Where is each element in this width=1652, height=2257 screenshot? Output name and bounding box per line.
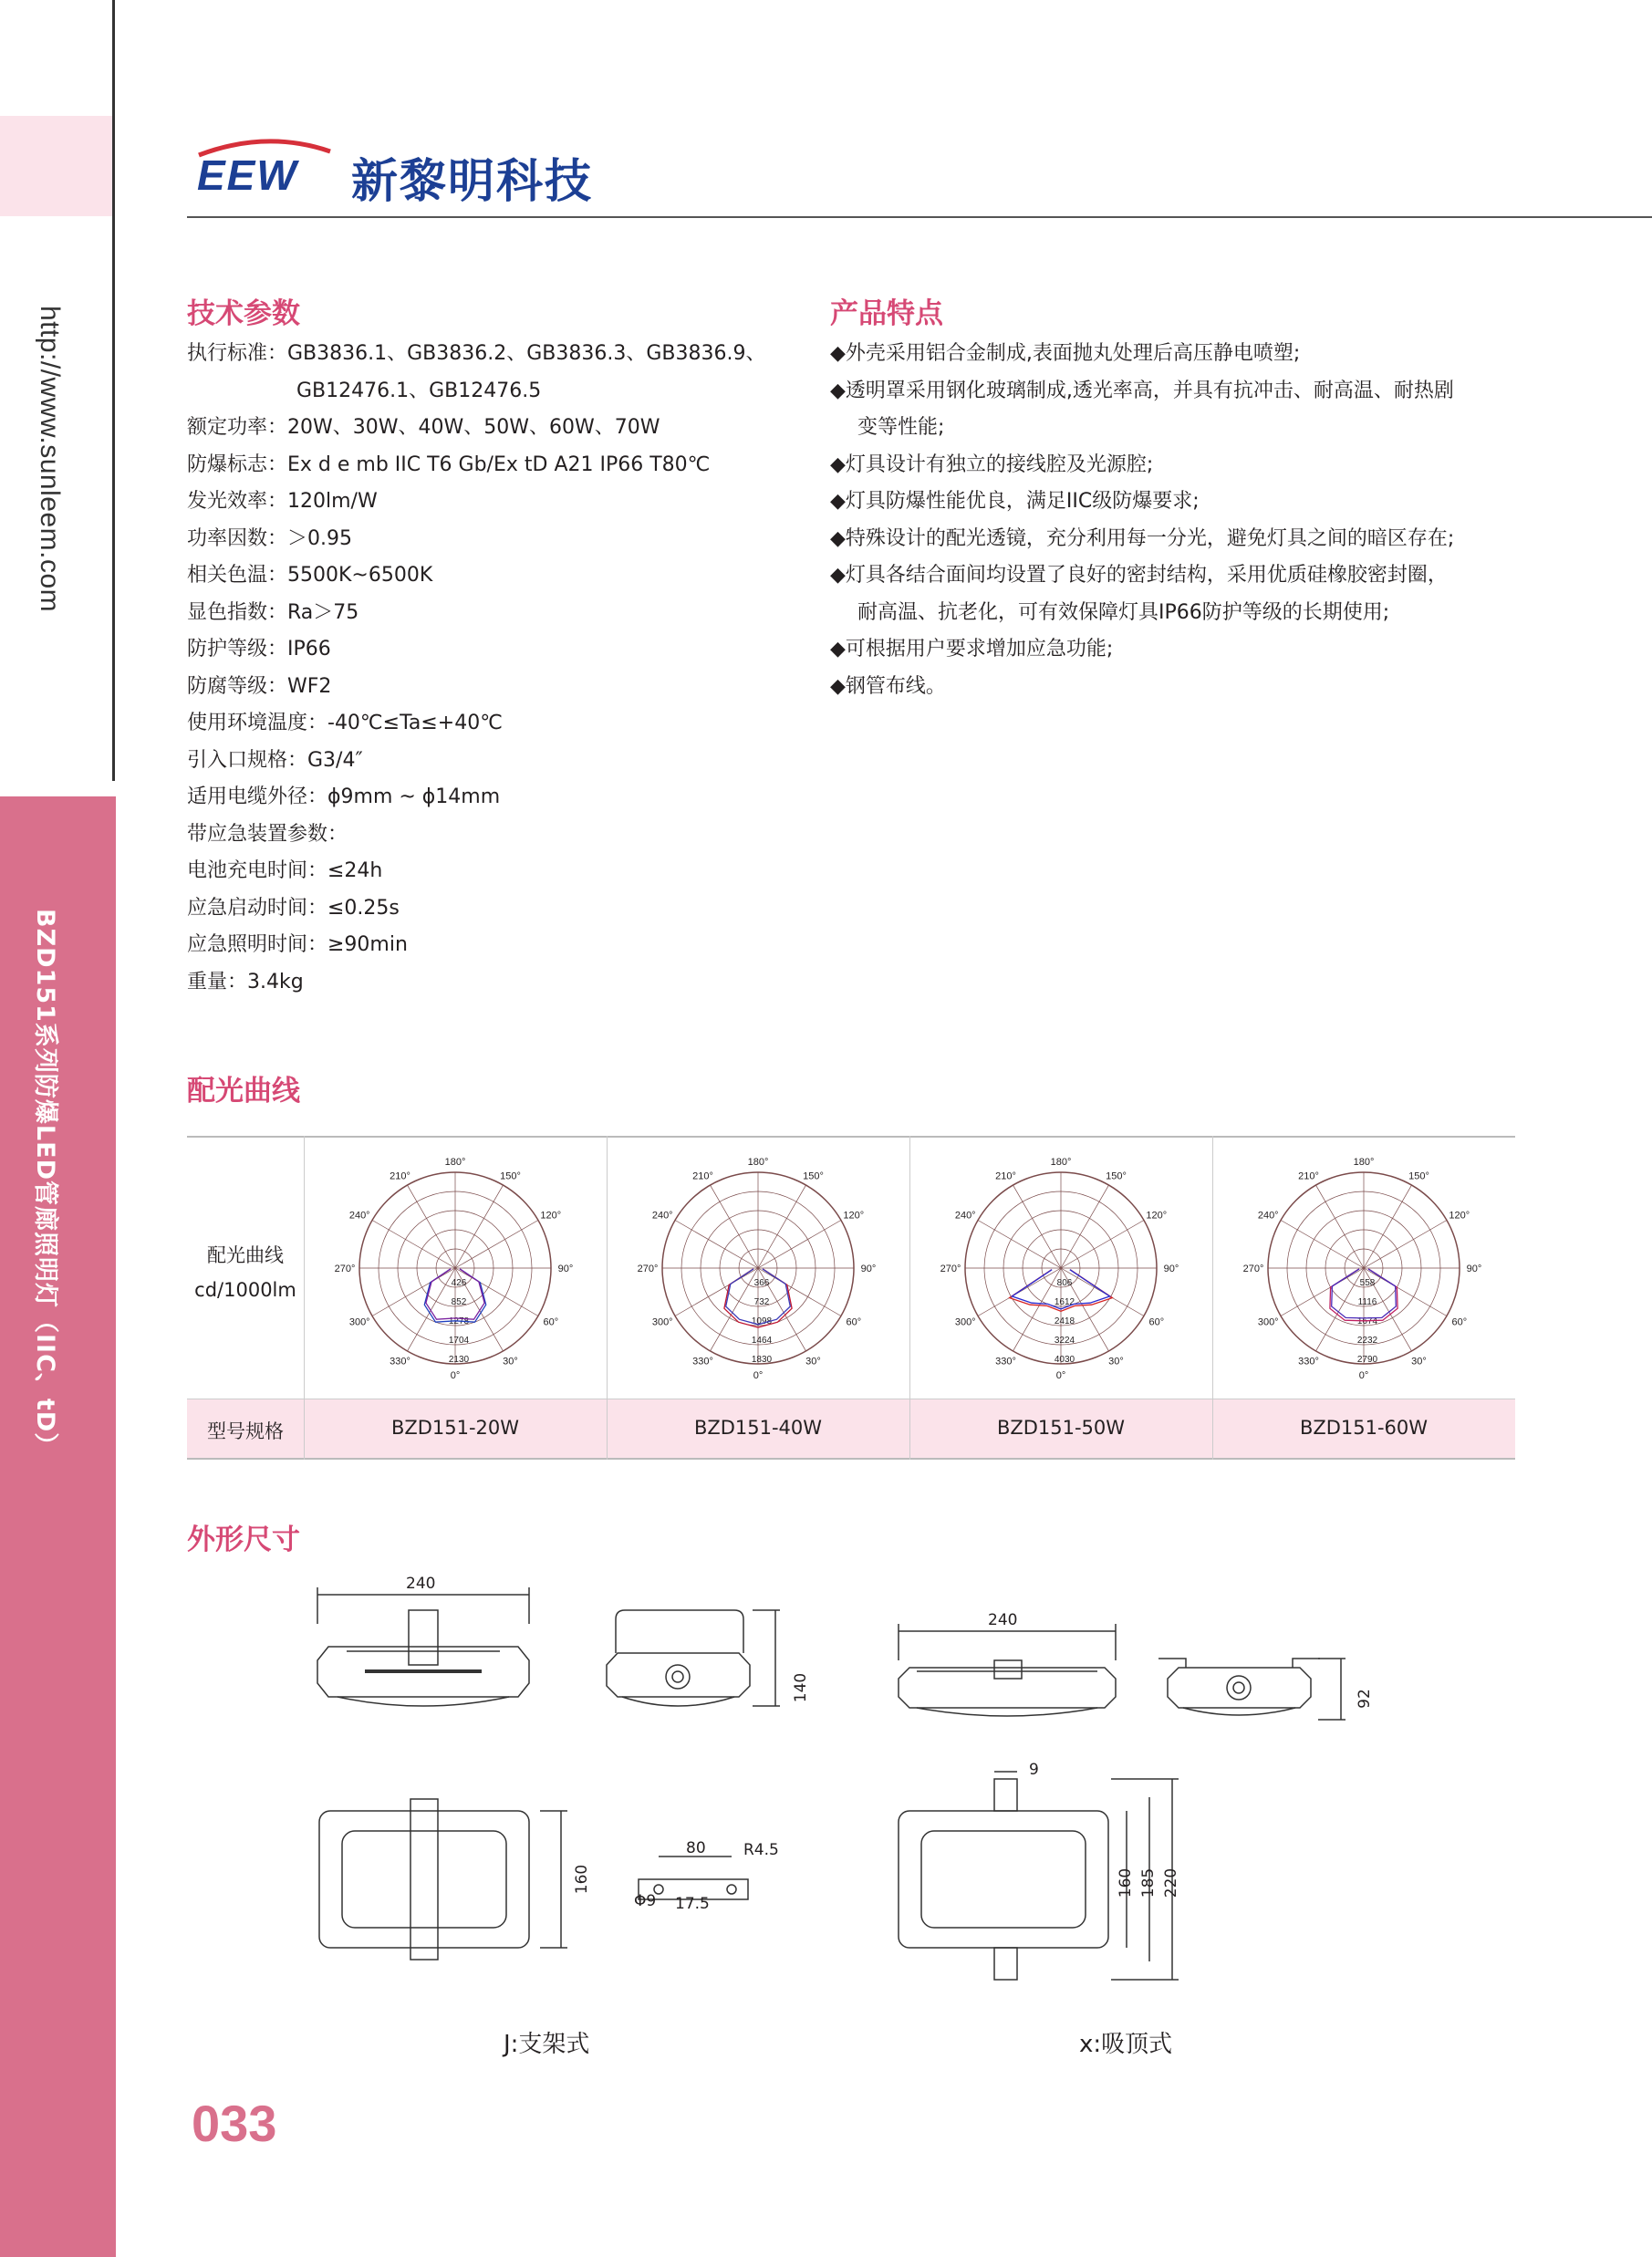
polar-angle-label: 0° (1055, 1370, 1066, 1381)
polar-angle-label: 150° (803, 1170, 824, 1182)
polar-ring-value: 426 (451, 1278, 467, 1288)
x-side-view (1158, 1659, 1345, 1720)
dim-bracket-offset: 17.5 (675, 1895, 710, 1913)
polar-diagram (607, 1138, 909, 1395)
polar-angle-label: 270° (334, 1264, 356, 1274)
specs-list (187, 336, 765, 1001)
polar-angle-label: 180° (1353, 1157, 1375, 1168)
light-curve-table (187, 1136, 1515, 1460)
polar-diagram (304, 1138, 607, 1395)
x-front-view (899, 1624, 1116, 1716)
polar-angle-label: 0° (450, 1370, 461, 1381)
spec-row: 执行标准：GB3836.1、GB3836.2、GB3836.3、GB3836.9、 (187, 342, 766, 365)
dim-bracket-hole: Φ9 (634, 1892, 657, 1910)
polar-angle-label: 90° (860, 1264, 877, 1274)
polar-angle-label: 210° (1298, 1170, 1319, 1182)
spec-row: 功率因数：＞0.95 (187, 526, 352, 550)
polar-angle-label: 330° (995, 1356, 1016, 1368)
dimension-drawings (301, 1569, 1441, 2065)
spec-row: 使用环境温度：-40℃≤Ta≤+40℃ (187, 712, 503, 734)
curve-row-label: 配光曲线 (207, 1244, 284, 1266)
polar-ring-value: 4030 (1054, 1355, 1075, 1365)
polar-ring-value: 2130 (448, 1355, 470, 1365)
polar-ring-value: 1278 (448, 1316, 470, 1326)
spec-row: 带应急装置参数： (187, 822, 348, 846)
spec-row: 适用电缆外径：ϕ9mm ~ ϕ14mm (187, 785, 501, 808)
spec-row: 防腐等级：WF2 (187, 674, 332, 698)
spec-row: 显色指数：Ra＞75 (187, 600, 359, 624)
polar-angle-label: 270° (637, 1264, 659, 1274)
polar-ring-value: 1612 (1054, 1297, 1075, 1307)
header-rule (187, 216, 1652, 218)
dim-j-depth: 160 (573, 1864, 592, 1895)
polar-ring-value: 558 (1359, 1278, 1376, 1288)
website-url: http://www.sunleem.com (35, 306, 65, 613)
polar-angle-label: 330° (1298, 1356, 1319, 1368)
polar-diagram (909, 1138, 1212, 1395)
dim-j-width: 240 (406, 1575, 436, 1593)
polar-angle-label: 30° (503, 1356, 518, 1368)
polar-angle-label: 210° (995, 1170, 1016, 1182)
spec-row: 应急启动时间：≤0.25s (187, 896, 400, 920)
feature-item: ◆钢管布线。 (830, 674, 946, 698)
dim-x-width: 240 (988, 1611, 1018, 1629)
svg-text:EEW: EEW (197, 151, 298, 195)
caption-bracket-type: J:支架式 (504, 2031, 590, 2058)
polar-angle-label: 60° (1148, 1316, 1165, 1328)
feature-item-continued: 耐高温、抗老化，可有效保障灯具IP66防护等级的长期使用; (857, 600, 1390, 624)
polar-ring-value: 1830 (751, 1355, 773, 1365)
polar-angle-label: 180° (1050, 1157, 1072, 1168)
feature-item: ◆灯具各结合面间均设置了良好的密封结构，采用优质硅橡胶密封圈， (830, 564, 1448, 587)
polar-angle-label: 120° (540, 1210, 562, 1222)
polar-angle-label: 90° (1163, 1264, 1179, 1274)
polar-ring-value: 366 (753, 1278, 770, 1288)
polar-ring-value: 3224 (1054, 1336, 1075, 1346)
polar-angle-label: 330° (692, 1356, 713, 1368)
feature-item: ◆灯具防爆性能优良，满足IIC级防爆要求; (830, 490, 1200, 513)
dim-bracket-radius: R4.5 (743, 1841, 779, 1859)
model-name: BZD151-40W (693, 1417, 823, 1439)
polar-angle-label: 60° (1451, 1316, 1468, 1328)
polar-ring-value: 2790 (1356, 1355, 1378, 1365)
polar-angle-label: 150° (1408, 1170, 1429, 1182)
top-band-decoration (0, 116, 112, 216)
polar-angle-label: 300° (1257, 1316, 1279, 1328)
left-vertical-rule (112, 0, 115, 781)
polar-angle-label: 300° (651, 1316, 673, 1328)
polar-ring-value: 732 (753, 1297, 770, 1307)
polar-ring-value: 1674 (1356, 1316, 1378, 1326)
polar-ring-value: 1116 (1357, 1297, 1377, 1307)
polar-ring-value: 1464 (751, 1336, 773, 1346)
polar-chart-60w (1212, 1138, 1515, 1395)
feature-item: ◆外壳采用铝合金制成,表面抛丸处理后高压静电喷塑; (830, 342, 1301, 365)
series-side-title: BZD151系列防爆LED管廊照明灯（IIC、tD） (31, 909, 59, 1459)
page-number: 033 (192, 2095, 277, 2152)
spec-row: GB12476.1、GB12476.5 (296, 379, 542, 402)
polar-angle-label: 90° (557, 1264, 574, 1274)
polar-angle-label: 0° (1358, 1370, 1369, 1381)
polar-chart-40w (607, 1138, 909, 1395)
polar-ring-value: 852 (451, 1297, 467, 1307)
feature-item: ◆灯具设计有独立的接线腔及光源腔; (830, 452, 1154, 476)
polar-angle-label: 120° (843, 1210, 865, 1222)
model-name: BZD151-20W (390, 1417, 520, 1439)
polar-angle-label: 240° (348, 1210, 370, 1222)
polar-angle-label: 330° (390, 1356, 410, 1368)
model-name: BZD151-50W (996, 1417, 1126, 1439)
polar-angle-label: 210° (692, 1170, 713, 1182)
polar-angle-label: 60° (846, 1316, 862, 1328)
polar-angle-label: 300° (348, 1316, 370, 1328)
polar-ring-value: 2232 (1356, 1336, 1378, 1346)
feature-item: ◆特殊设计的配光透镜，充分利用每一分光，避免灯具之间的暗区存在; (830, 526, 1455, 550)
polar-angle-label: 60° (543, 1316, 559, 1328)
spec-row: 发光效率：120lm/W (187, 490, 378, 513)
polar-angle-label: 120° (1146, 1210, 1168, 1222)
dim-j-height: 140 (792, 1672, 811, 1703)
dim-x-height: 92 (1355, 1689, 1374, 1709)
polar-angle-label: 180° (444, 1157, 466, 1168)
eew-logo (193, 135, 339, 199)
spec-row: 额定功率：20W、30W、40W、50W、60W、70W (187, 416, 660, 439)
specs-title: 技术参数 (187, 297, 300, 330)
caption-ceiling-type: x:吸顶式 (1079, 2031, 1173, 2058)
features-title: 产品特点 (830, 297, 943, 330)
polar-angle-label: 150° (500, 1170, 521, 1182)
feature-item: ◆可根据用户要求增加应急功能; (830, 638, 1114, 660)
spec-row: 重量：3.4kg (187, 970, 304, 993)
j-front-view (317, 1587, 529, 1706)
polar-chart-50w (909, 1138, 1212, 1395)
dim-x-d1: 160 (1117, 1867, 1136, 1898)
j-side-view (607, 1610, 780, 1706)
polar-ring-value: 2418 (1054, 1316, 1075, 1326)
dimensions-title: 外形尺寸 (187, 1524, 300, 1556)
polar-chart-20w (304, 1138, 607, 1395)
spec-row: 相关色温：5500K~6500K (187, 564, 433, 587)
spec-row: 应急照明时间：≥90min (187, 933, 408, 956)
polar-angle-label: 240° (1257, 1210, 1279, 1222)
polar-ring-value: 806 (1056, 1278, 1073, 1288)
spec-row: 防护等级：IP66 (187, 638, 331, 660)
polar-ring-value: 1704 (448, 1336, 470, 1346)
j-top-view (319, 1799, 567, 1960)
model-row-label: 型号规格 (207, 1420, 284, 1442)
polar-angle-label: 0° (753, 1370, 764, 1381)
polar-angle-label: 30° (1108, 1356, 1124, 1368)
polar-angle-label: 270° (1242, 1264, 1264, 1274)
polar-angle-label: 120° (1449, 1210, 1470, 1222)
x-top-view (899, 1772, 1179, 1980)
polar-angle-label: 180° (747, 1157, 769, 1168)
polar-angle-label: 30° (1411, 1356, 1427, 1368)
polar-angle-label: 240° (651, 1210, 673, 1222)
polar-angle-label: 90° (1466, 1264, 1482, 1274)
polar-diagram (1212, 1138, 1515, 1395)
polar-ring-value: 1098 (751, 1316, 773, 1326)
light-curve-title: 配光曲线 (187, 1075, 300, 1108)
spec-row: 电池充电时间：≤24h (187, 859, 383, 882)
curve-unit-label: cd/1000lm (194, 1279, 296, 1301)
spec-row: 引入口规格：G3/4″ (187, 748, 363, 772)
dim-x-d2: 185 (1139, 1867, 1158, 1898)
polar-angle-label: 210° (390, 1170, 410, 1182)
brand-name: 新黎明科技 (351, 155, 594, 209)
polar-angle-label: 30° (805, 1356, 821, 1368)
polar-angle-label: 150° (1106, 1170, 1127, 1182)
spec-row: 防爆标志：Ex d e mb IIC T6 Gb/Ex tD A21 IP66 T80℃ (187, 452, 711, 476)
feature-item: ◆透明罩采用钢化玻璃制成,透光率高，并具有抗冲击、耐高温、耐热剧 (830, 379, 1454, 402)
feature-item-continued: 变等性能; (857, 416, 945, 439)
polar-angle-label: 300° (954, 1316, 976, 1328)
polar-angle-label: 270° (940, 1264, 961, 1274)
dim-x-d3: 220 (1162, 1867, 1181, 1898)
table-bottom-rule (187, 1458, 1515, 1460)
polar-angle-label: 240° (954, 1210, 976, 1222)
features-list (830, 336, 1615, 705)
model-name: BZD151-60W (1299, 1417, 1429, 1439)
dim-x-tab: 9 (1029, 1761, 1039, 1779)
dim-bracket-length: 80 (686, 1839, 706, 1857)
